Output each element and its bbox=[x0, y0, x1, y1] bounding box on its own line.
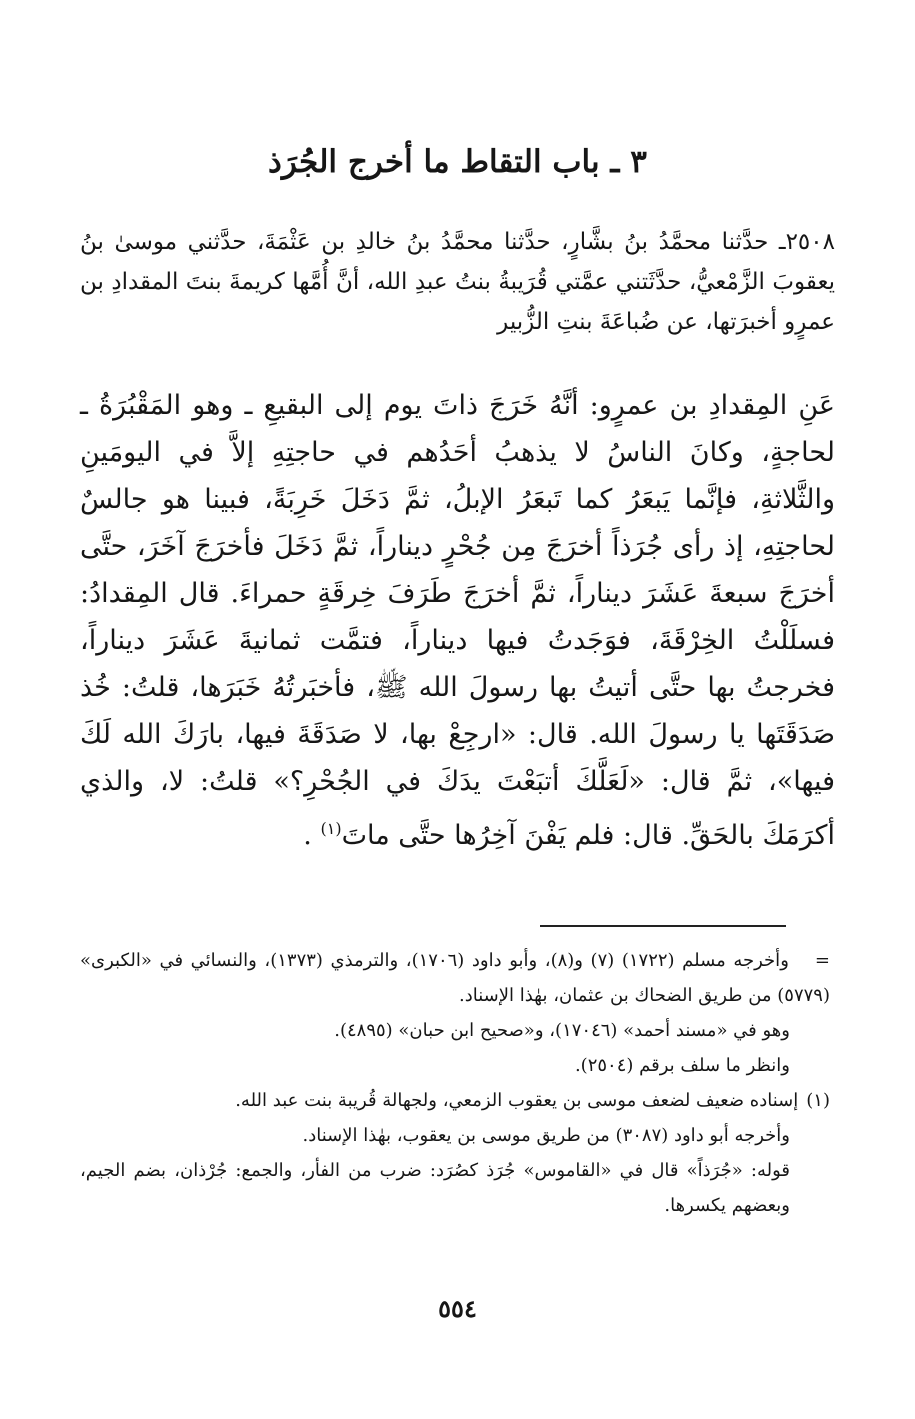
footnotes bbox=[80, 943, 830, 1223]
footnote-number: (١) bbox=[806, 1090, 830, 1111]
footnote-line: وأخرجه أبو داود (٣٠٨٧) من طريق موسى بن يعقوب، بهٰذا الإسناد. bbox=[302, 1125, 790, 1146]
footnote-line bbox=[80, 1083, 830, 1118]
footnote-line: وهو في «مسند أحمد» (١٧٠٤٦)، و«صحيح ابن حبان» (٤٨٩٥). bbox=[334, 1020, 790, 1041]
footnote-line bbox=[80, 943, 830, 1013]
footnote-line: وانظر ما سلف برقم (٢٥٠٤). bbox=[574, 1055, 790, 1076]
hadith-isnad: ٢٥٠٨ـ حدَّثنا محمَّدُ بنُ بشَّارٍ، حدَّثنا محمَّدُ بنُ خالدِ بن عَثْمَةَ، حدَّثني موسىٰ بنُ يعقوبَ الزَّمْعيُّ، حدَّثَتني عمَّتي قُرَيبةُ بنتُ عبدِ الله، أنَّ أُمَّها كريمةَ بنتَ المقدادِ بن عمرٍو أخبرَتها، عن ضُباعَةَ بنتِ الزُّبير bbox=[80, 229, 835, 335]
continuation-mark: = bbox=[814, 950, 830, 971]
footnote-line: قوله: «جُرَذاً» قال في «القاموس» جُرَذ كصُرَد: ضرب من الفأر، والجمع: جُرْذان، بضم الجيم، وبعضهم يكسرها. bbox=[80, 1160, 790, 1216]
footnote-text: وأخرجه مسلم (١٧٢٢) (٧) و(٨)، وأبو داود (١٧٠٦)، والترمذي (١٣٧٣)، والنسائي في «الكبرى» (٥٧٧٩) من طريق الضحاك بن عثمان، بهٰذا الإسناد. bbox=[80, 950, 830, 1006]
footnote-marker: (١) bbox=[320, 819, 342, 838]
footnote-text: إسناده ضعيف لضعف موسى بن يعقوب الزمعي، ولجهالة قُريبة بنت عبد الله. bbox=[235, 1090, 799, 1111]
page-number: ٥٥٤ bbox=[438, 1294, 477, 1323]
hadith-matn-text: عَنِ المِقدادِ بن عمرٍو: أنَّهُ خَرَجَ ذاتَ يوم إلى البقيعِ ـ وهو المَقْبُرَةُ ـ لحاجةٍ، وكانَ الناسُ لا يذهبُ أحَدُهم في حاجتِهِ إلاَّ في اليومَينِ والثَّلاثةِ، فإنَّما يَبعَرُ كما تَبعَرُ الإبلُ، ثمَّ دَخَلَ خَرِبَةً، فبينا هو جالسٌ لحاجتِهِ، إذ رأى جُرَذاً أخرَجَ مِن جُحْرٍ ديناراً، ثمَّ دَخَلَ فأخرَجَ آخَرَ، حتَّى أخرَجَ سبعةَ عَشَرَ ديناراً، ثمَّ أخرَجَ طَرَفَ خِرقَةٍ حمراءَ. قال المِقدادُ: فسلَلْتُ الخِرْقَةَ، فوَجَدتُ فيها ديناراً، فتمَّت ثمانيةَ عَشَرَ ديناراً، فخرجتُ بها حتَّى أتيتُ بها رسولَ الله ﷺ، فأخبَرتُهُ خَبَرَها، قلتُ: خُذ صَدَقَتَها يا رسولَ الله. قال: «ارجِعْ بها، لا صَدَقَةَ فيها، بارَكَ الله لَكَ فيها»، ثمَّ قال: «لَعَلَّكَ أتبَعْتَ يدَكَ في الجُحْرِ؟» قلتُ: لا، والذي أكرَمَكَ بالحَقِّ. قال: فلم يَفْنَ آخِرُها حتَّى ماتَ bbox=[80, 390, 835, 851]
footnote-divider bbox=[540, 925, 786, 927]
chapter-title: ٣ ـ باب التقاط ما أخرج الجُرَذ bbox=[268, 144, 647, 180]
hadith-matn-end: . bbox=[303, 820, 321, 851]
hadith-matn bbox=[80, 382, 835, 859]
